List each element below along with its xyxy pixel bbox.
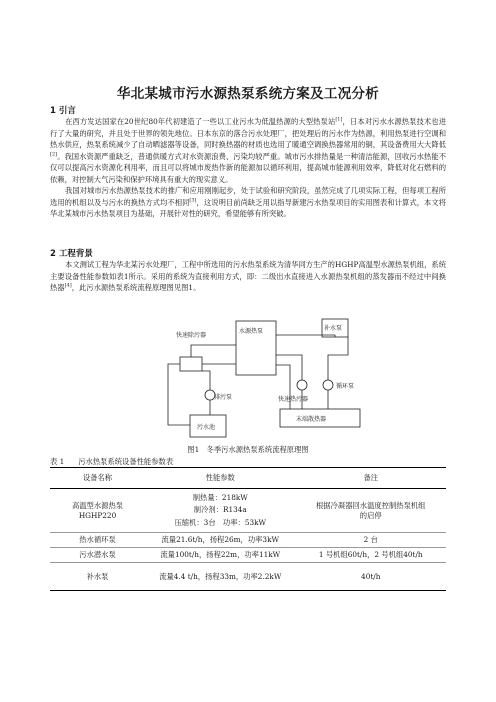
table-cell: 1 号机组60t/h，2 号机组40t/h bbox=[296, 548, 447, 563]
table-cell: 流量21.6t/h，扬程26m，功率3kW bbox=[145, 533, 295, 548]
table-cell: 根据冷凝器回水温度控制热泵机组 的启停 bbox=[296, 489, 447, 533]
fast-screen-symbol bbox=[323, 380, 333, 390]
table-row bbox=[50, 563, 446, 591]
table-cell: 流量100t/h，扬程22m，功率11kW bbox=[145, 548, 295, 563]
table-cell: 制热量：218kW 制冷剂：R134a 压缩机：3台 功率：53kW bbox=[145, 489, 295, 533]
label-drain-pump: 排污泵 bbox=[214, 394, 233, 401]
paragraph: 本文测试工程为华北某污水处理厂，工程中所选用的污水热泵系统为清华同方生产的HGHP高温型水源热泵机组，系统主要设备性能参数如表1所示。采用的系统为直接利用方式，即：二级出水直接进入水源热泵机组的蒸发器而不经过中间换热器[4]，此污水源热泵系统流程原理图见图1。 bbox=[50, 260, 447, 292]
section-heading: 1 引言 bbox=[50, 106, 76, 116]
table-cell: 补水泵 bbox=[50, 563, 145, 591]
table-row bbox=[50, 489, 446, 533]
label-makeup: 补水泵 bbox=[324, 325, 343, 332]
label-circ-pump: 循环泵 bbox=[336, 383, 355, 390]
header-cell: 备注 bbox=[296, 468, 447, 489]
paper-title: 华北某城市污水源热泵系统方案及工况分析 bbox=[116, 86, 380, 102]
table-header-row bbox=[50, 468, 446, 489]
header-cell: 性能参数 bbox=[145, 468, 295, 489]
table-cell: 流量4.4 t/h，扬程33m，功率2.2kW bbox=[145, 563, 295, 591]
table-cell: 2 台 bbox=[296, 533, 447, 548]
table-cell: 40t/h bbox=[296, 563, 447, 591]
label-quick-filter: 快速除污器 bbox=[176, 332, 207, 339]
table-cell: 热水循环泵 bbox=[50, 533, 145, 548]
table-row bbox=[50, 548, 446, 563]
section-background bbox=[50, 247, 446, 294]
label-sewage-pool: 污水池 bbox=[197, 424, 216, 431]
table-cell: 高温型水源热泵 HGHP220 bbox=[50, 489, 145, 533]
circulation-pump-symbol bbox=[297, 380, 307, 390]
system-flow-diagram bbox=[150, 315, 380, 445]
label-fast-screen: 快速热污器 bbox=[278, 396, 309, 403]
table-caption bbox=[50, 457, 187, 467]
figure-caption: 图1 冬季污水源热泵系统流程原理图 bbox=[187, 445, 309, 454]
paragraph: 我国对城市污水热源热泵技术的推广和应用刚刚起步，处于试验和研究阶段，虽然完成了几项实际工程，但每项工程所选用的机组以及与污水的换热方式均不相同[3]，这说明目前尚缺乏用以指导新建污水热泵项目的实用图表和计算式，本文将华北某城市污水热泵项目为基础，开展针对性的研究，希望能够有所突破。 bbox=[50, 186, 447, 218]
quick-filter-box bbox=[180, 357, 202, 371]
table-cell: 污水潜水泵 bbox=[50, 548, 145, 563]
label-end-user: 末端散热器 bbox=[296, 416, 327, 423]
section-heading: 2 工程背景 bbox=[50, 249, 93, 259]
table-row bbox=[50, 533, 446, 548]
table-number: 表 1 bbox=[50, 457, 65, 466]
paragraph: 在西方发达国家在20世纪80年代初建造了一些以工业污水为低温热源的大型热泵站[1]，日本对污水水源热泵技术也进行了大量的研究，并且处于世界的领先地位。日本东京的落合污水处理厂，把处理后的污水作为热源，利用热泵进行空调和热水供应，热泵系统减少了自动晒滤器等设备，同时换热器的材质也选用了暖通空调换热器常用的铜，其设备费用大大降低[2]。我国水资源严重缺乏，普通供暖方式对水资源浪费、污染均较严重。城市污水排热量是一种清洁能源，回收污水热能不仅可以提高污水资源化利用率，而且可以将城市废热作新的能源加以循环利用，提高城市能源利用效率，降低对化石燃料的依赖，对控制大气污染和保护环境具有重大的现实意义。 bbox=[50, 116, 447, 184]
header-cell: 设备名称 bbox=[50, 468, 145, 489]
label-heat-pump: 水源热泵 bbox=[239, 328, 264, 335]
equipment-table bbox=[50, 467, 446, 591]
section-introduction bbox=[50, 104, 446, 220]
table-title: 污水热泵系统设备性能参数表 bbox=[78, 457, 174, 466]
